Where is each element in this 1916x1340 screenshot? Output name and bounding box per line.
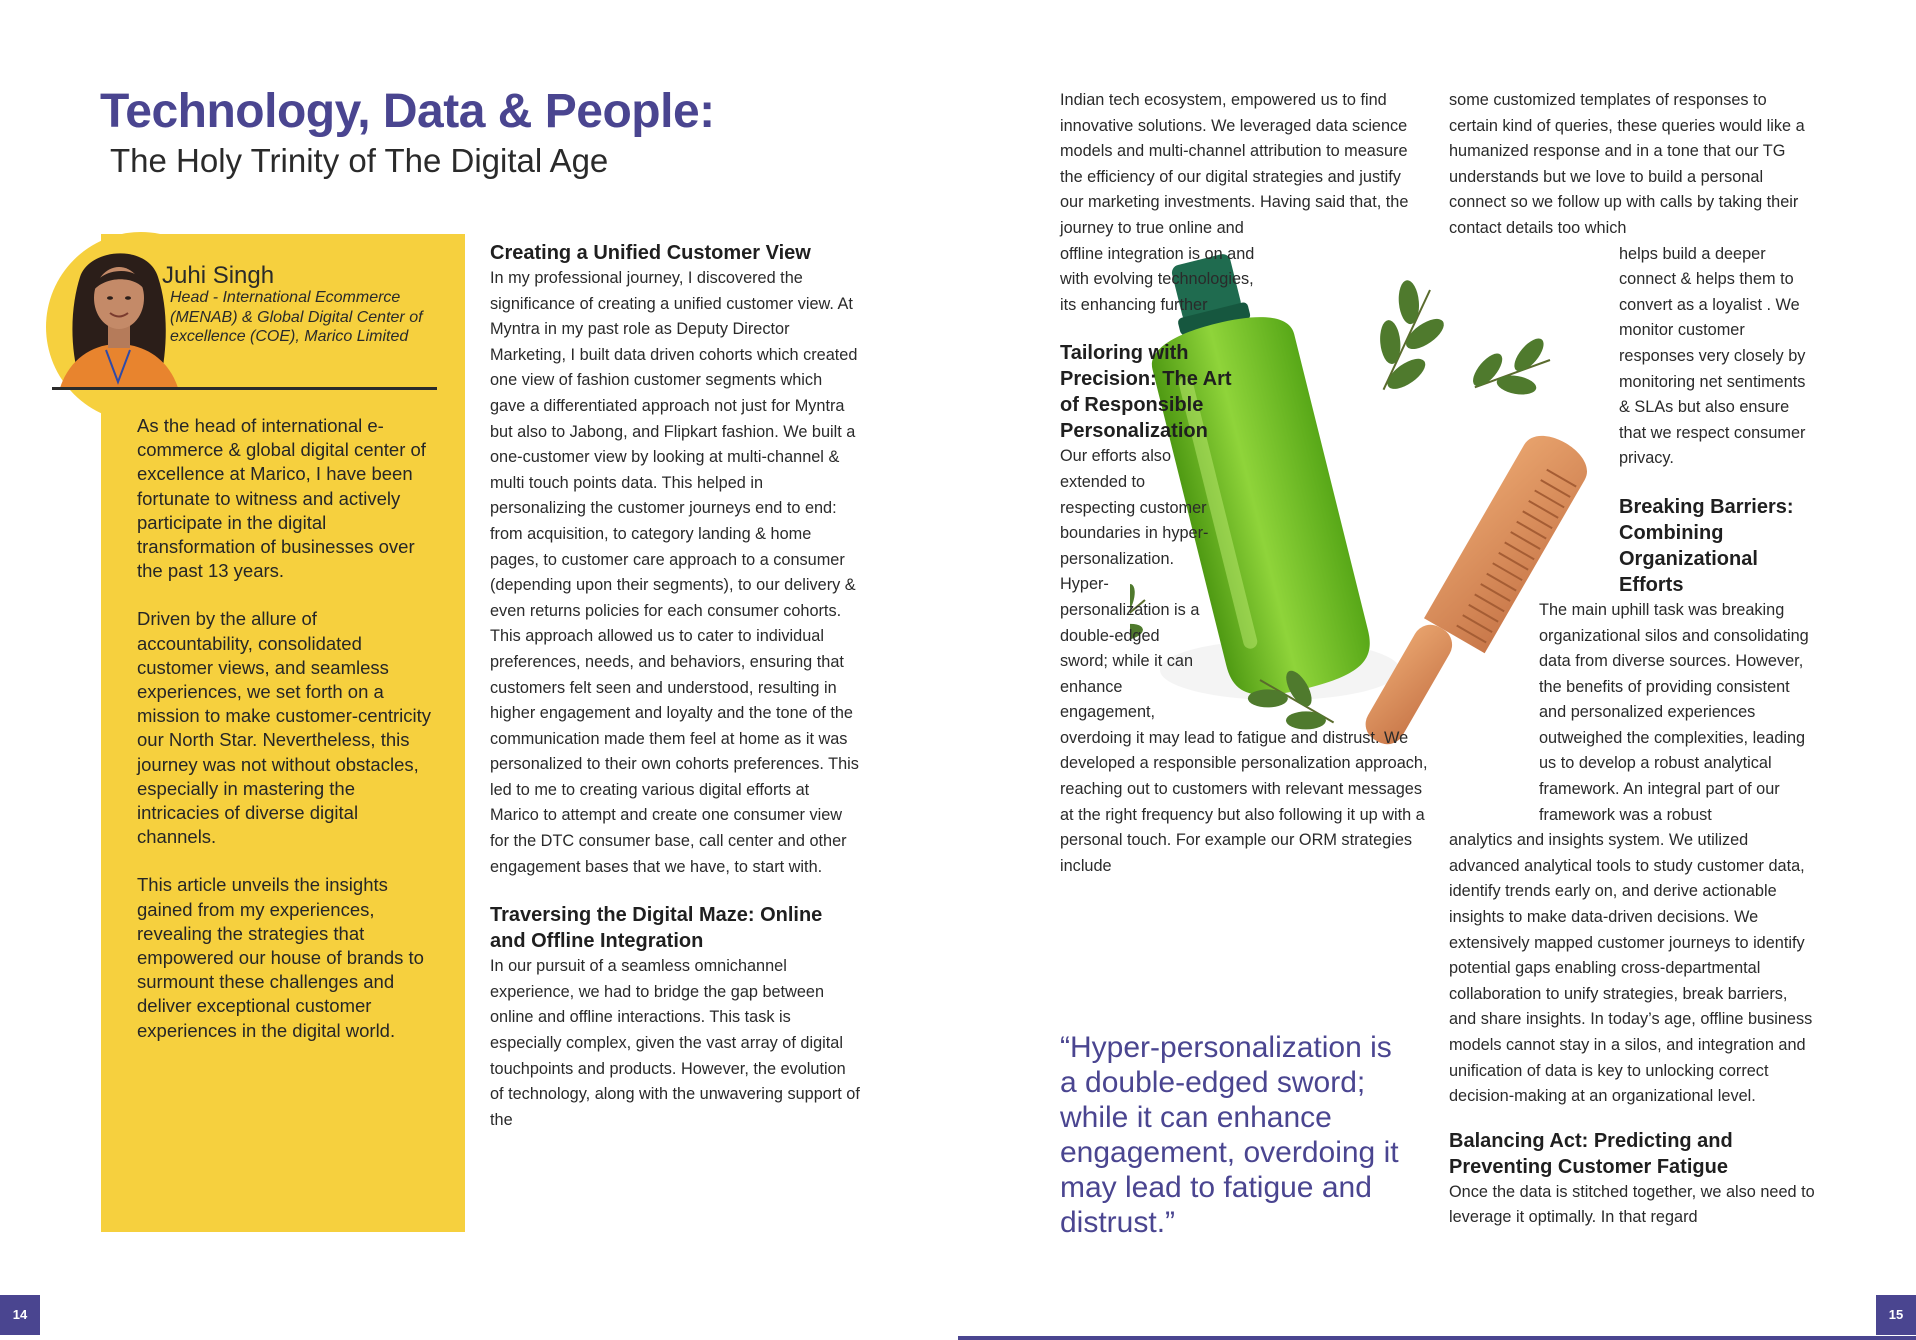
author-portrait	[50, 232, 186, 388]
footer-divider	[958, 1336, 1916, 1340]
section-body: helps build a deeper connect & helps them to convert as a loyalist . We monitor customer responses very closely by monitoring net sentiments & SLAs but also ensure that we respect consumer privacy.	[1619, 244, 1806, 468]
page-title: Technology, Data & People:	[100, 85, 715, 138]
intro-text	[137, 414, 437, 1067]
section-heading: Tailoring with Precision: The Art of Responsible Personalization	[1060, 342, 1232, 443]
pull-quote: “Hyper-personalization is a double-edged sword; while it can enhance engagement, overdoing it may lead to fatigue and distrust.”	[1060, 1031, 1399, 1239]
section-heading: Creating a Unified Customer View	[490, 242, 811, 264]
intro-paragraph: As the head of international e-commerce & global digital center of excellence at Marico, I have been fortunate to witness and actively participate in the digital transformation of businesses over the past 13 years.	[137, 415, 426, 582]
section-heading: Balancing Act: Predicting and Preventing Customer Fatigue	[1449, 1129, 1733, 1178]
portrait-photo-icon	[50, 232, 186, 388]
section-body: In our pursuit of a seamless omnichannel experience, we had to bridge the gap between online and offline interactions. This task is especially complex, given the vast array of digital touchpoints and products. However, the evolution of technology, along with the unwavering support of the	[490, 957, 860, 1129]
section-body: overdoing it may lead to fatigue and distrust. We developed a responsible personalization approach, reaching out to customers with relevant messages at the right frequency but also following it up with a personal touch. For example our ORM strategies include	[1060, 728, 1428, 875]
article-column-3	[1060, 88, 1430, 879]
author-divider	[52, 387, 437, 390]
page-subtitle: The Holy Trinity of The Digital Age	[110, 142, 609, 179]
section-heading: Traversing the Digital Maze: Online and Offline Integration	[490, 904, 823, 953]
section-body: some customized templates of responses to certain kind of queries, these queries would like a humanized response and in a tone that our TG understands but we love to build a personal connect so we follow up with calls by taking their contact details too which	[1449, 91, 1805, 237]
section-body: analytics and insights system. We utilized advanced analytical tools to study customer data, identify trends early on, and derive actionable insights to make data-driven decisions. We extensively mapped customer journeys to identify potential gaps enabling cross-departmental collaboration to unify strategies, break barriers, and share insights. In today’s age, offline business models cannot stay in a silos, and integration and unification of data is key to unlocking correct decision-making at an organizational level.	[1449, 831, 1813, 1106]
article-column-2	[490, 240, 860, 1133]
section-body: The main uphill task was breaking organizational silos and consolidating data from diverse sources. However, the benefits of providing consistent and personalized experiences outweighed the complexities, leading us to develop a robust analytical framework. An integral part of our framework was a robust	[1539, 600, 1809, 824]
intro-paragraph: Driven by the allure of accountability, consolidated customer views, and seamless experiences, we set forth on a mission to make customer-centricity our North Star. Nevertheless, this journey was not without obstacles, especially in mastering the intricacies of diverse digital channels.	[137, 608, 432, 848]
section-body: Our efforts also extended to respecting customer boundaries in hyper-personalization. Hyper-personalization is a double-edged sword; while it can enhance engagement,	[1060, 447, 1209, 722]
intro-paragraph: This article unveils the insights gained from my experiences, revealing the strategies that empowered our house of brands to surmount these challenges and deliver exceptional customer experiences in the digital world.	[137, 874, 424, 1041]
article-column-4	[1449, 88, 1819, 1231]
section-heading: Breaking Barriers: Combining Organizational Efforts	[1619, 495, 1794, 596]
author-name: Juhi Singh	[162, 262, 275, 289]
section-body: Once the data is stitched together, we also need to leverage it optimally. In that regard	[1449, 1182, 1815, 1227]
section-body: In my professional journey, I discovered the significance of creating a unified customer view. At Myntra in my past role as Deputy Director Marketing, I built data driven cohorts which created one view of fashion customer segments which gave a differentiated approach not just for Myntra but also to Jabong, and Flipkart fashion. We built a one-customer view by looking at multi-channel & multi touch points data. This helped in personalizing the customer journeys end to end: from acquisition, to category landing & home pages, to customer care approach to a consumer (depending upon their segments), to our delivery & even returns policies for each consumer cohorts. This approach allowed us to cater to individual preferences, needs, and behaviors, ensuring that customers felt seen and understood, resulting in higher engagement and loyalty and the tone of the communication made them feel at home as it was personalized to their own cohorts preferences. This led to me to creating various digital efforts at Marico to attempt and create one consumer view for the DTC consumer base, call center and other engagement bases that we have, to start with.	[490, 269, 859, 876]
section-body: Indian tech ecosystem, empowered us to find innovative solutions. We leveraged data science models and multi-channel attribution to measure the efficiency of our digital strategies and justify our marketing investments. Having said that, the	[1060, 91, 1409, 212]
section-body: journey to true online and offline integration is on and with evolving technologies, its enhancing further	[1060, 218, 1255, 314]
page-number-left: 14	[0, 1295, 40, 1335]
author-role: Head - International Ecommerce (MENAB) & Global Digital Center of excellence (COE), Marico Limited	[170, 289, 423, 345]
page-number-right: 15	[1876, 1295, 1916, 1335]
